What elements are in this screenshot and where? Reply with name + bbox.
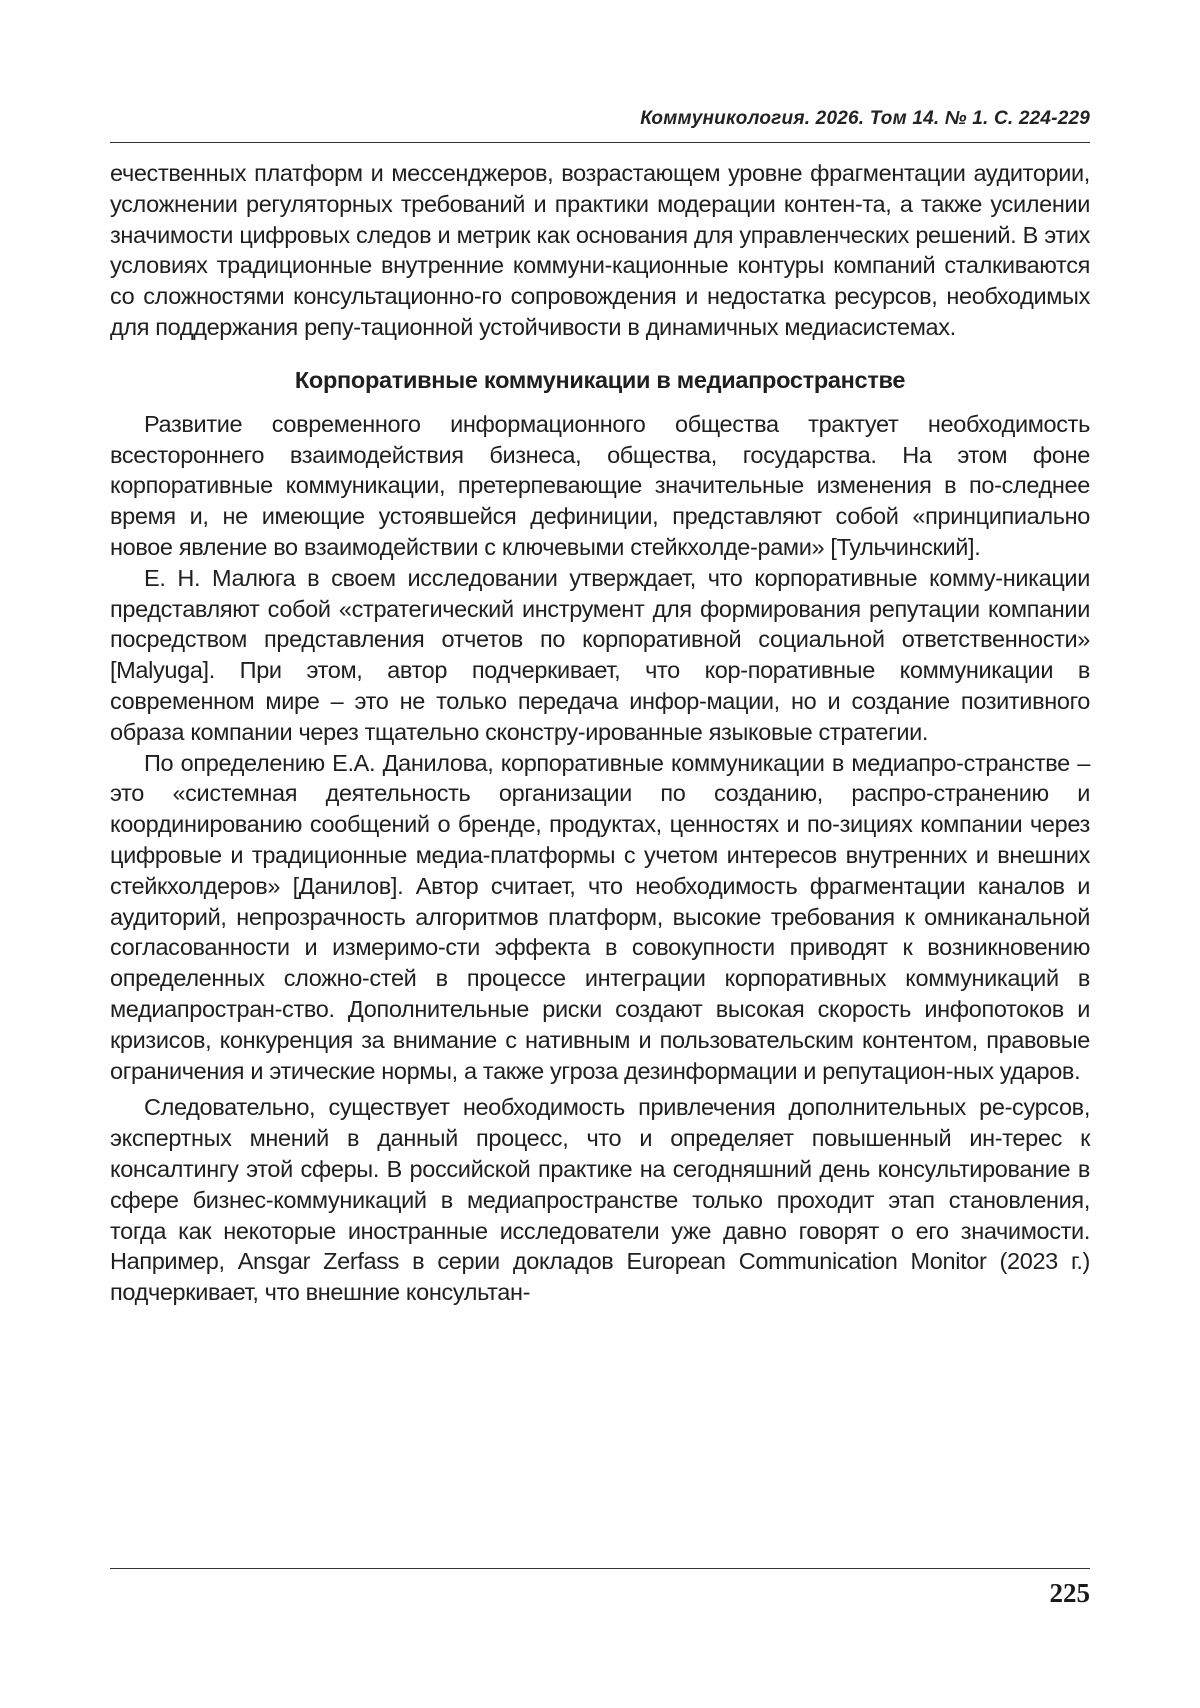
paragraph-continued: ечественных платформ и мессенджеров, возрастающем уровне фрагментации аудитории, усложнении регуляторных требований и практики модерации контен-та, а также усилении значимости цифровых следов и метрик как основания для управленческих решений. В этих условиях традиционные внутренние коммуни-кационные контуры компаний сталкиваются со сложностями консультационно-го сопровождения и недостатка ресурсов, необходимых для поддержания репу-тационной устойчивости в динамичных медиасистемах. (110, 160, 1090, 340)
paragraph: Е. Н. Малюга в своем исследовании утверждает, что корпоративные комму-никации представляют собой «стратегический инструмент для формирования репутации компании посредством представления отчетов по корпоративной социальной ответственности» [Malyuga]. При этом, автор подчеркивает, что кор-поративные коммуникации в современном мире – это не только передача инфор-мации, но и создание позитивного образа компании через тщательно сконстру-ированные языковые стратегии. (110, 564, 1090, 745)
page-body (110, 158, 1090, 1308)
paragraph: Развитие современного информационного общества трактует необходимость всестороннего взаимодействия бизнеса, общества, государства. На этом фоне корпоративные коммуникации, претерпевающие значительные изменения в по-следнее время и, не имеющие устоявшейся дефиниции, представляют собой «принципиально новое явление во взаимодействии с ключевыми стейкхолде-рами» [Тульчинский]. (110, 410, 1090, 560)
footer-rule (110, 1568, 1090, 1569)
header-rule (110, 142, 1090, 143)
page-number: 225 (1049, 1578, 1090, 1608)
paragraph: Следовательно, существует необходимость привлечения дополнительных ре-сурсов, экспертных мнений в данный процесс, что и определяет повышенный ин-терес к консалтингу этой сферы. В российской практике на сегодняшний день консультирование в сфере бизнес-коммуникаций в медиапространстве только проходит этап становления, тогда как некоторые иностранные исследователи уже давно говорят о его значимости. Например, Ansgar Zerfass в серии докладов European Communication Monitor (2023 г.) подчеркивает, что внешние консультан- (110, 1094, 1090, 1306)
running-head: Коммуникология. 2026. Том 14. № 1. С. 224-229 (640, 108, 1090, 129)
paragraph: По определению Е.А. Данилова, корпоративные коммуникации в медиапро-странстве – это «системная деятельность организации по созданию, распро-странению и координированию сообщений о бренде, продуктах, ценностях и по-зициях компании через цифровые и традиционные медиа-платформы с учетом интересов внутренних и внешних стейкхолдеров» [Данилов]. Автор считает, что необходимость фрагментации каналов и аудиторий, непрозрачность алгоритмов платформ, высокие требования к омниканальной согласованности и измеримо-сти эффекта в совокупности приводят к возникновению определенных сложно-стей в процессе интеграции корпоративных коммуникаций в медиапростран-ство. Дополнительные риски создают высокая скорость инфопотоков и кризисов, конкуренция за внимание с нативным и пользовательским контентом, правовые ограничения и этические нормы, а также угроза дезинформации и репутацион-ных ударов. (110, 749, 1090, 1084)
section-heading: Корпоративные коммуникации в медиапространстве (294, 366, 906, 393)
